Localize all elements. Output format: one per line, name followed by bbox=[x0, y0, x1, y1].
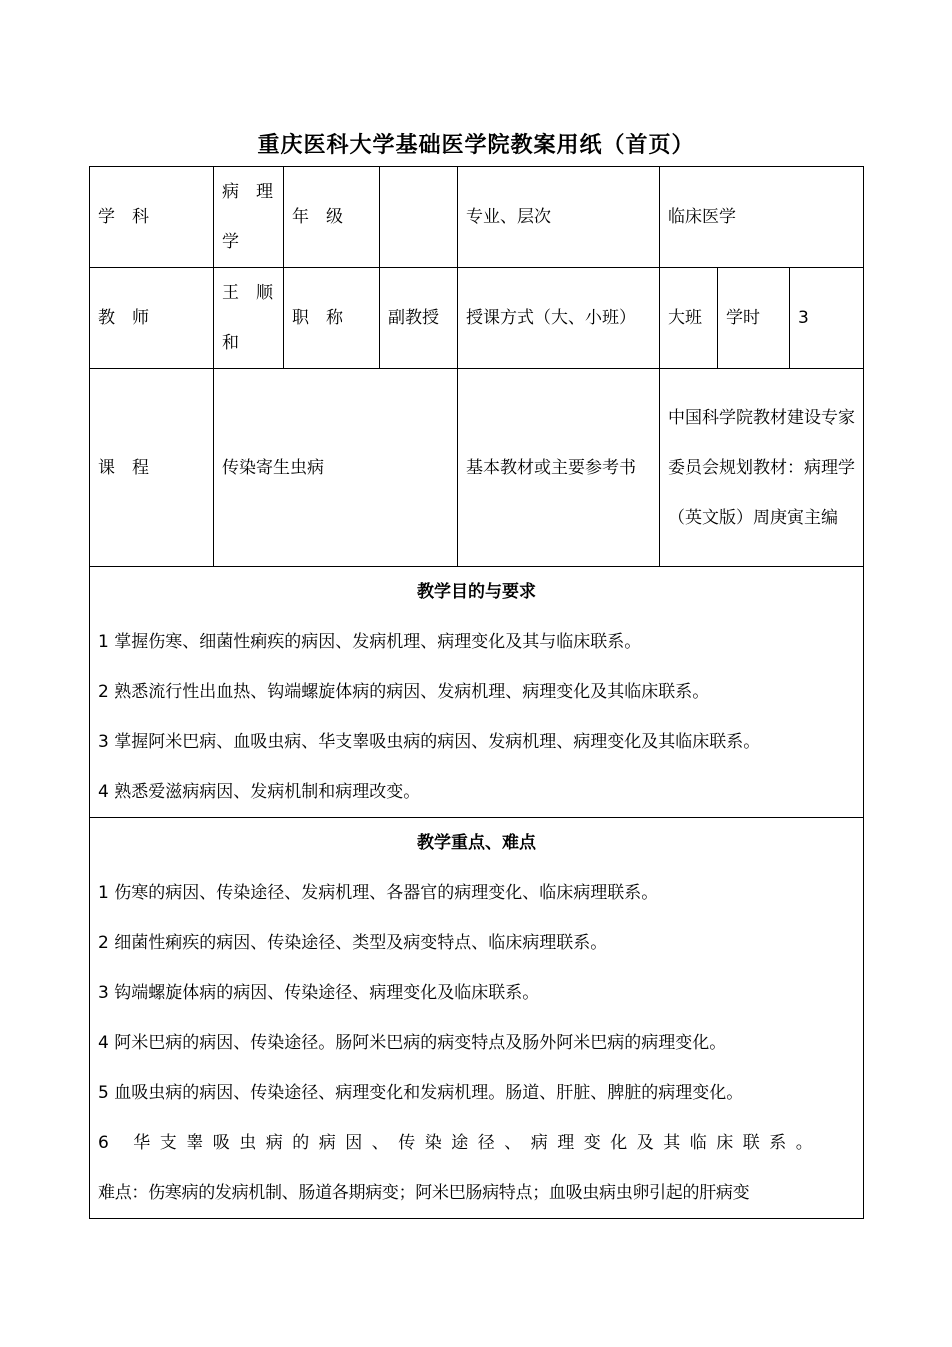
subject-label: 学 科 bbox=[90, 167, 214, 268]
keypoint-item: 1 伤寒的病因、传染途径、发病机理、各器官的病理变化、临床病理联系。 bbox=[98, 883, 659, 903]
grade-label: 年 级 bbox=[284, 167, 380, 268]
difficulty-item: 难点：伤寒病的发病机制、肠道各期病变；阿米巴肠病特点；血吸虫病虫卵引起的肝病变 bbox=[98, 1183, 750, 1203]
course-value: 传染寄生虫病 bbox=[214, 369, 458, 567]
keypoint-item: 5 血吸虫病的病因、传染途径、病理变化和发病机理。肠道、肝脏、脾脏的病理变化。 bbox=[98, 1083, 744, 1103]
keypoints-heading: 教学重点、难点 bbox=[417, 833, 536, 853]
major-label: 专业、层次 bbox=[458, 167, 660, 268]
keypoint-item: 3 钩端螺旋体病的病因、传染途径、病理变化及临床联系。 bbox=[98, 983, 540, 1003]
title-label: 职 称 bbox=[284, 268, 380, 369]
textbook-value: 中国科学院教材建设专家委员会规划教材：病理学（英文版）周庚寅主编 bbox=[660, 369, 864, 567]
textbook-label: 基本教材或主要参考书 bbox=[458, 369, 660, 567]
objective-item: 4 熟悉爱滋病病因、发病机制和病理改变。 bbox=[98, 782, 421, 802]
row-course bbox=[90, 369, 864, 567]
objectives-heading: 教学目的与要求 bbox=[417, 582, 536, 602]
keypoint-item: 6 华支睾吸虫病的病因、传染途径、病理变化及其临床联系。 bbox=[98, 1133, 823, 1153]
lesson-plan-table bbox=[89, 166, 864, 1219]
mode-value: 大班 bbox=[660, 268, 718, 369]
teacher-label: 教 师 bbox=[90, 268, 214, 369]
page-title: 重庆医科大学基础医学院教案用纸（首页） bbox=[257, 133, 695, 158]
grade-value bbox=[380, 167, 458, 268]
objective-item: 3 掌握阿米巴病、血吸虫病、华支睾吸虫病的病因、发病机理、病理变化及其临床联系。 bbox=[98, 732, 761, 752]
row-teacher bbox=[90, 268, 864, 369]
subject-value: 病 理学 bbox=[214, 167, 284, 268]
row-subject bbox=[90, 167, 864, 268]
major-value: 临床医学 bbox=[660, 167, 864, 268]
mode-label: 授课方式（大、小班） bbox=[458, 268, 660, 369]
teacher-value: 王 顺和 bbox=[214, 268, 284, 369]
keypoint-item: 2 细菌性痢疾的病因、传染途径、类型及病变特点、临床病理联系。 bbox=[98, 933, 608, 953]
hours-label: 学时 bbox=[718, 268, 790, 369]
keypoints-section bbox=[90, 818, 864, 1219]
keypoint-item: 4 阿米巴病的病因、传染途径。肠阿米巴病的病变特点及肠外阿米巴病的病理变化。 bbox=[98, 1033, 727, 1053]
objectives-section bbox=[90, 567, 864, 818]
row-objectives bbox=[90, 567, 864, 818]
title-value: 副教授 bbox=[380, 268, 458, 369]
objective-item: 2 熟悉流行性出血热、钩端螺旋体病的病因、发病机理、病理变化及其临床联系。 bbox=[98, 682, 710, 702]
row-keypoints bbox=[90, 818, 864, 1219]
course-label: 课 程 bbox=[90, 369, 214, 567]
hours-value: 3 bbox=[790, 268, 864, 369]
objective-item: 1 掌握伤寒、细菌性痢疾的病因、发病机理、病理变化及其与临床联系。 bbox=[98, 632, 642, 652]
